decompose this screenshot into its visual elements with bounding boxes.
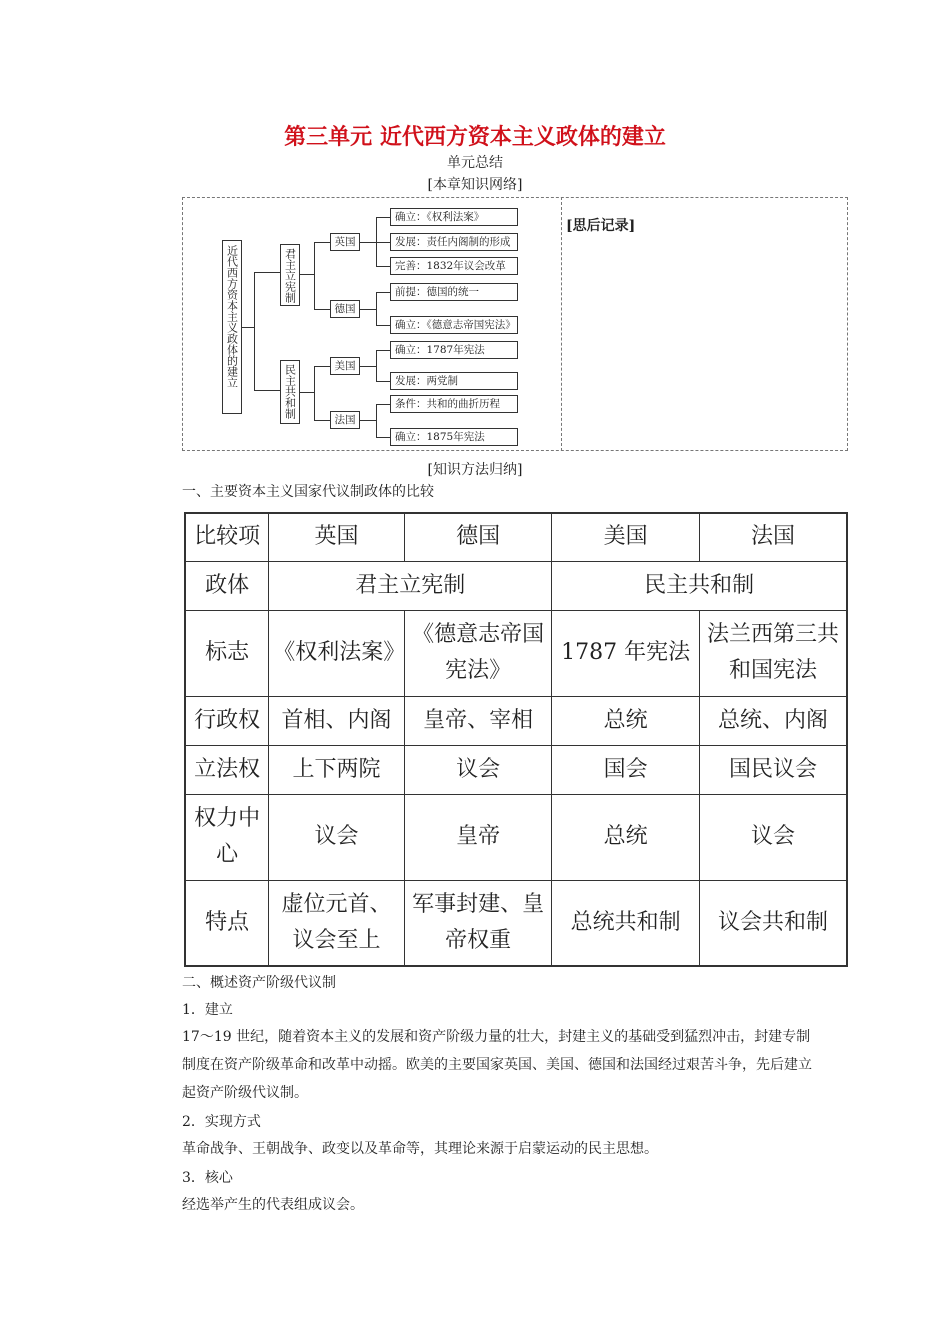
network-heading: [本章知识网络] xyxy=(427,177,523,193)
table-cell: 《德意志帝国宪法》 xyxy=(404,610,552,696)
table-header-cell: 比较项 xyxy=(185,513,269,561)
table-header-cell: 德国 xyxy=(404,513,552,561)
table-row xyxy=(185,610,847,696)
diagram-fr-item: 确立：1875年宪法 xyxy=(390,428,518,446)
table-row xyxy=(185,880,847,966)
table-cell: 首相、内阁 xyxy=(269,696,405,745)
diagram-germany: 德国 xyxy=(330,300,360,318)
table-cell: 特点 xyxy=(185,880,269,966)
table-cell: 皇帝 xyxy=(404,794,552,880)
table-cell: 总统 xyxy=(552,696,700,745)
diagram-us-item: 确立：1787年宪法 xyxy=(390,341,518,359)
table-cell: 上下两院 xyxy=(269,745,405,794)
table-cell: 1787 年宪法 xyxy=(552,610,700,696)
table-cell: 法兰西第三共和国宪法 xyxy=(699,610,847,696)
table-row xyxy=(185,745,847,794)
table-cell: 议会 xyxy=(269,794,405,880)
table-cell: 国会 xyxy=(552,745,700,794)
diagram-branch-monarchy: 君主立宪制 xyxy=(280,244,300,306)
table-cell: 皇帝、宰相 xyxy=(404,696,552,745)
table-cell: 议会共和制 xyxy=(699,880,847,966)
table-cell: 总统共和制 xyxy=(552,880,700,966)
table-cell: 总统 xyxy=(552,794,700,880)
diagram-uk-item: 发展：责任内阁制的形成 xyxy=(390,233,518,251)
diagram-branch-republic: 民主共和制 xyxy=(280,360,300,424)
subtitle: 单元总结 xyxy=(447,155,503,171)
table-cell: 政体 xyxy=(185,561,269,610)
table-cell: 行政权 xyxy=(185,696,269,745)
table-cell: 总统、内阁 xyxy=(699,696,847,745)
subsection-2-title: 2．实现方式 xyxy=(182,1114,261,1130)
diagram-de-item: 确立：《德意志帝国宪法》 xyxy=(390,316,518,334)
table-row xyxy=(185,696,847,745)
table-header-cell: 美国 xyxy=(552,513,700,561)
table-cell: 《权利法案》 xyxy=(269,610,405,696)
section-1-title: 一、主要资本主义国家代议制政体的比较 xyxy=(182,484,434,500)
table-header-cell: 法国 xyxy=(699,513,847,561)
diagram-root: 近代西方资本主义政体的建立 xyxy=(222,240,242,414)
notes-label: [思后记录] xyxy=(566,218,636,234)
diagram-uk: 英国 xyxy=(330,233,360,251)
table-cell: 议会 xyxy=(404,745,552,794)
diagram-uk-item: 确立：《权利法案》 xyxy=(390,208,518,226)
subsection-3-title: 3．核心 xyxy=(182,1170,233,1186)
diagram-uk-item: 完善：1832年议会改革 xyxy=(390,257,518,275)
table-cell: 国民议会 xyxy=(699,745,847,794)
frame-divider xyxy=(561,197,562,451)
table-cell: 君主立宪制 xyxy=(269,561,552,610)
table-cell: 民主共和制 xyxy=(552,561,847,610)
diagram-de-item: 前提：德国的统一 xyxy=(390,283,518,301)
table-row xyxy=(185,561,847,610)
subsection-1-title: 1．建立 xyxy=(182,1002,233,1018)
comparison-table xyxy=(184,512,848,967)
method-heading: [知识方法归纳] xyxy=(427,462,523,478)
table-cell: 议会 xyxy=(699,794,847,880)
table-cell: 军事封建、皇帝权重 xyxy=(404,880,552,966)
subsection-3-text: 经选举产生的代表组成议会。 xyxy=(182,1197,364,1213)
diagram-usa: 美国 xyxy=(330,357,360,375)
diagram-us-item: 发展：两党制 xyxy=(390,372,518,390)
table-header-row xyxy=(185,513,847,561)
diagram-france: 法国 xyxy=(330,411,360,429)
table-cell: 立法权 xyxy=(185,745,269,794)
section-2-title: 二、概述资产阶级代议制 xyxy=(182,975,336,991)
table-header-cell: 英国 xyxy=(269,513,405,561)
subsection-1-text: 17～19 世纪，随着资本主义的发展和资产阶级力量的壮大，封建主义的基础受到猛烈冲击，封建专制制度在资产阶级革命和改革中动摇。欧美的主要国家英国、美国、德国和法国经过艰苦斗争，先后建立起资产阶级代议制。 xyxy=(182,1029,812,1101)
diagram-fr-item: 条件：共和的曲折历程 xyxy=(390,395,518,413)
page-title: 第三单元 近代西方资本主义政体的建立 xyxy=(284,125,666,150)
table-cell: 权力中心 xyxy=(185,794,269,880)
table-row xyxy=(185,794,847,880)
table-cell: 虚位元首、议会至上 xyxy=(269,880,405,966)
table-cell: 标志 xyxy=(185,610,269,696)
subsection-2-text: 革命战争、王朝战争、政变以及革命等，其理论来源于启蒙运动的民主思想。 xyxy=(182,1141,658,1157)
